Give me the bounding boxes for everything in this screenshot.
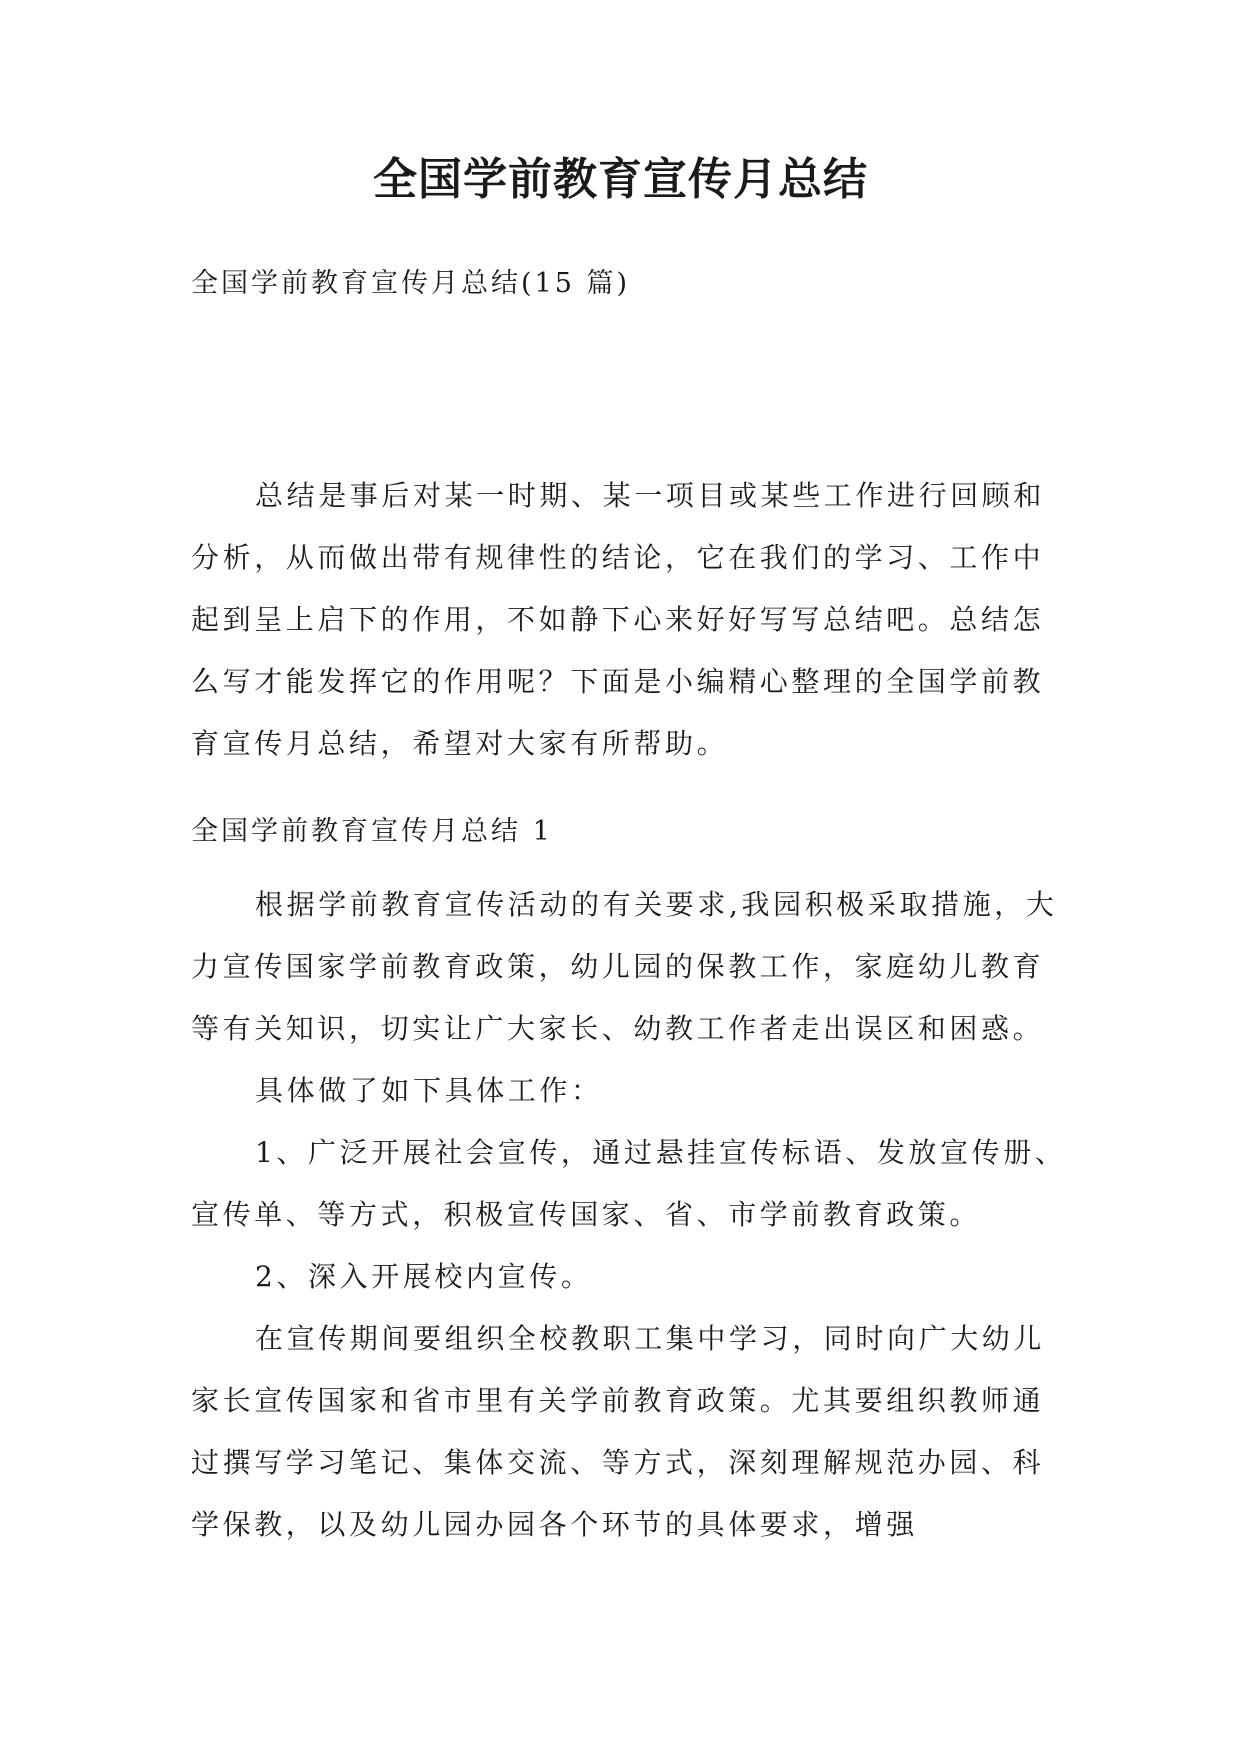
body-paragraph: 1、广泛开展社会宣传，通过悬挂宣传标语、发放宣传册、宣传单、等方式，积极宣传国家、省、市学前教育政策。	[191, 1136, 1067, 1231]
section-body	[191, 874, 1071, 1556]
body-paragraph: 根据学前教育宣传活动的有关要求,我园积极采取措施，大力宣传国家学前教育政策，幼儿园的保教工作，家庭幼儿教育等有关知识，切实让广大家长、幼教工作者走出误区和困惑。	[191, 888, 1058, 1045]
body-paragraph: 在宣传期间要组织全校教职工集中学习，同时向广大幼儿家长宣传国家和省市里有关学前教育政策。尤其要组织教师通过撰写学习笔记、集体交流、等方式，深刻理解规范办园、科学保教，以及幼儿园办园各个环节的具体要求，增强	[191, 1322, 1046, 1541]
intro-paragraph: 总结是事后对某一时期、某一项目或某些工作进行回顾和分析，从而做出带有规律性的结论，它在我们的学习、工作中起到呈上启下的作用，不如静下心来好好写写总结吧。总结怎么写才能发挥它的作用呢？下面是小编精心整理的全国学前教育宣传月总结，希望对大家有所帮助。	[191, 479, 1046, 760]
document-subtitle: 全国学前教育宣传月总结(15 篇)	[191, 268, 631, 299]
body-paragraph: 2、深入开展校内宣传。	[255, 1260, 593, 1293]
document-title: 全国学前教育宣传月总结	[373, 154, 868, 205]
body-paragraph: 具体做了如下具体工作：	[255, 1074, 603, 1107]
section-heading: 全国学前教育宣传月总结 1	[191, 816, 553, 847]
